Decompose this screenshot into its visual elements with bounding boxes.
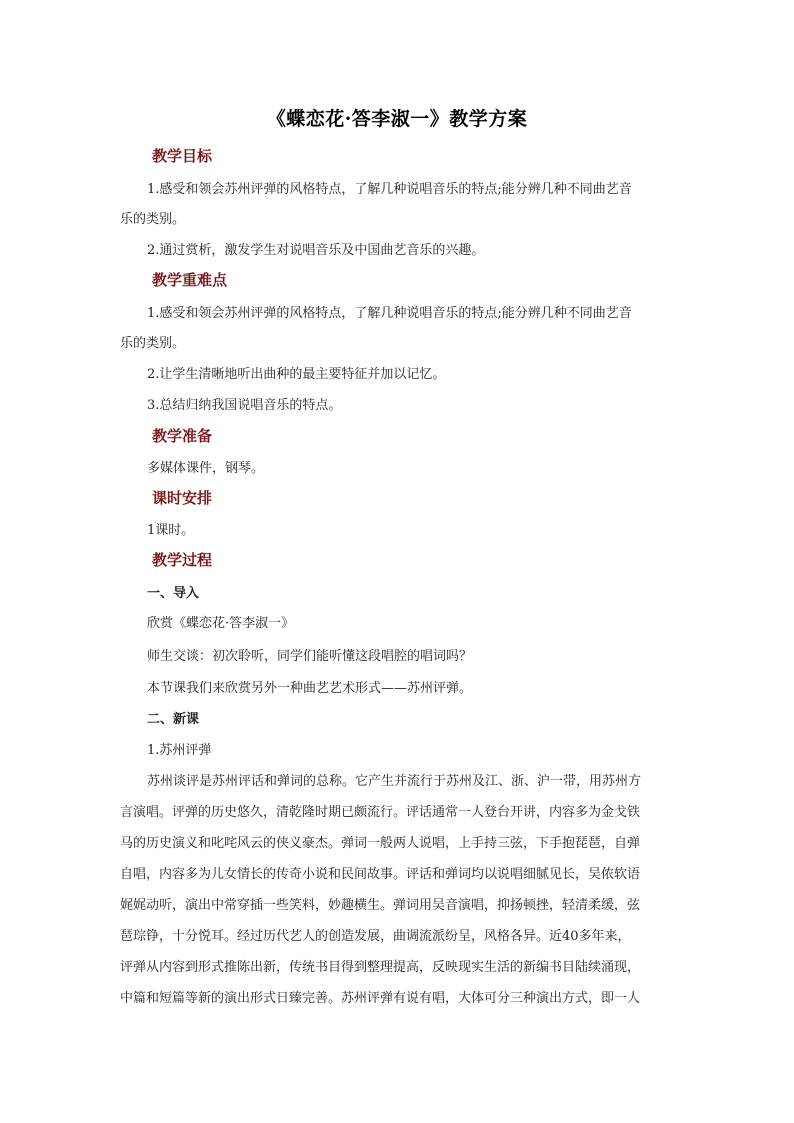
paragraph-line: 评弹从内容到形式推陈出新，传统书目得到整理提高，反映现实生活的新编书目陆续涌现， (120, 960, 641, 975)
process-part1-line-2: 师生交谈：初次聆听，同学们能听懂这段唱腔的唱词吗？ (147, 649, 473, 664)
document-title: 《蝶恋花·答李淑一》教学方案 (266, 108, 528, 130)
heading-schedule: 课时安排 (152, 489, 213, 507)
heading-key-points: 教学重难点 (152, 271, 228, 289)
paragraph-line: 马的历史演义和叱咤风云的侠义豪杰。弹词一般两人说唱，上手持三弦，下手抱琵琶，自弹 (120, 836, 641, 851)
schedule-line-1: 1课时。 (147, 523, 195, 538)
paragraph-line: 中篇和短篇等新的演出形式日臻完善。苏州评弹有说有唱，大体可分三种演出方式，即一人 (120, 991, 641, 1006)
paragraph-line: 娓娓动听，演出中常穿插一些笑料，妙趣横生。弹词用吴音演唱，抑扬顿挫，轻清柔缓，弦 (120, 898, 641, 913)
paragraph-line: 言演唱。评弹的历史悠久，清乾隆时期已颇流行。评话通常一人登台开讲，内容多为金戈铁 (120, 805, 641, 820)
paragraph-line: 琶琮铮，十分悦耳。经过历代艺人的创造发展，曲调流派纷呈，风格各异。近40多年来， (120, 929, 631, 944)
key-points-line-3: 3.总结归纳我国说唱音乐的特点。 (147, 398, 342, 413)
process-part1-line-3: 本节课我们来欣赏另外一种曲艺艺术形式——苏州评弹。 (147, 681, 473, 696)
key-points-line-1a: 1.感受和领会苏州评弹的风格特点，了解几种说唱音乐的特点;能分辨几种不同曲艺音 (147, 306, 632, 321)
goals-line-1a: 1.感受和领会苏州评弹的风格特点，了解几种说唱音乐的特点;能分辨几种不同曲艺音 (147, 182, 632, 197)
preparation-line-1: 多媒体课件，钢琴。 (147, 461, 265, 476)
key-points-line-2: 2.让学生清晰地听出曲种的最主要特征并加以记忆。 (147, 367, 446, 382)
process-part1-line-1: 欣赏《蝶恋花·答李淑一》 (147, 616, 295, 631)
goals-line-2: 2.通过赏析，激发学生对说唱音乐及中国曲艺音乐的兴趣。 (147, 243, 485, 258)
paragraph-line: 苏州谈评是苏州评话和弹词的总称。它产生并流行于苏州及江、浙、沪一带，用苏州方 (147, 774, 642, 789)
process-part2-heading: 二、新课 (147, 712, 200, 727)
heading-process: 教学过程 (152, 551, 213, 569)
goals-line-1b: 乐的类别。 (120, 212, 186, 227)
heading-goals: 教学目标 (152, 147, 213, 165)
heading-preparation: 教学准备 (152, 427, 213, 445)
process-part2-sub1: 1.苏州评弹 (147, 743, 212, 758)
process-part1-heading: 一、导入 (147, 586, 200, 601)
key-points-line-1b: 乐的类别。 (120, 336, 186, 351)
paragraph-line: 自唱，内容多为儿女情长的传奇小说和民间故事。评话和弹词均以说唱细腻见长，吴侬软语 (120, 867, 641, 882)
